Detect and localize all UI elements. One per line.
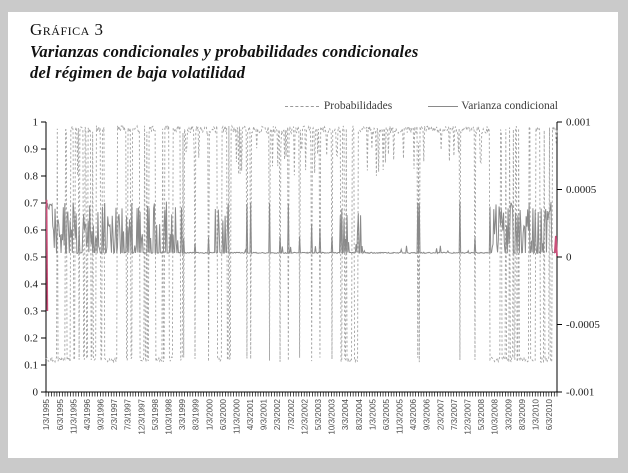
varianza-condicional-line: [46, 202, 557, 254]
x-tick-label: 11/3/2005: [395, 399, 405, 434]
x-tick-label: 2/3/2002: [273, 399, 283, 431]
y-left-tick-label: 0.5: [24, 251, 38, 264]
x-tick-label: 8/3/2004: [354, 399, 364, 431]
x-tick-label: 12/3/2007: [463, 399, 473, 435]
x-tick-label: 7/3/1997: [123, 399, 133, 431]
x-tick-label: 8/3/2009: [517, 399, 527, 431]
x-tick-label: 1/3/2000: [205, 399, 215, 431]
y-right-tick-label: 0.0005: [566, 184, 597, 196]
y-axis-left: [24, 117, 46, 399]
figure-title-line1: Varianzas condicionales y probabilidades condicionales: [30, 42, 419, 61]
x-tick-label: 1/3/2010: [531, 399, 541, 431]
x-tick-label: 3/3/1999: [178, 399, 188, 431]
x-tick-label: 6/3/2010: [545, 399, 555, 431]
x-tick-label: 3/3/2004: [341, 399, 351, 431]
x-tick-label: 5/3/2003: [314, 399, 324, 431]
y-left-tick-label: 0.7: [24, 197, 38, 210]
x-tick-label: 1/3/2005: [368, 399, 378, 431]
y-right-tick-label: 0: [566, 251, 572, 264]
y-left-tick-label: 0.1: [24, 359, 38, 372]
y-left-tick-label: 0.3: [24, 305, 38, 318]
x-tick-label: 1/3/1995: [42, 399, 52, 431]
x-tick-label: 6/3/1995: [55, 399, 65, 431]
x-tick-label: 8/3/1999: [191, 399, 201, 431]
x-tick-label: 5/3/2008: [477, 399, 487, 431]
x-axis: [42, 392, 557, 435]
x-tick-label: 11/3/1995: [69, 399, 79, 434]
x-tick-label: 11/3/2000: [232, 399, 242, 434]
y-left-tick-label: 0: [32, 386, 38, 399]
axes: [46, 122, 557, 392]
y-right-tick-label: -0.001: [566, 386, 595, 399]
legend-label-varianza: Varianza condicional: [461, 100, 558, 112]
y-left-tick-label: 0.2: [24, 332, 38, 345]
x-tick-label: 10/3/2008: [490, 399, 500, 435]
x-tick-label: 6/3/2000: [218, 399, 228, 431]
x-tick-label: 4/3/2006: [409, 399, 419, 431]
figure-label: Gráfica 3: [30, 20, 104, 39]
series: [46, 126, 557, 363]
x-tick-label: 9/3/1996: [96, 399, 106, 431]
legend-label-probabilidades: Probabilidades: [323, 100, 393, 112]
y-left-tick-label: 1: [32, 116, 38, 129]
x-tick-label: 4/3/1996: [82, 399, 92, 431]
y-left-tick-label: 0.8: [24, 170, 38, 183]
y-left-tick-label: 0.4: [24, 278, 38, 291]
red-start-mark: [47, 200, 48, 311]
y-left-tick-label: 0.6: [24, 224, 38, 237]
x-tick-label: 10/3/1998: [164, 399, 174, 435]
x-tick-label: 12/3/2002: [300, 399, 310, 435]
x-tick-label: 3/3/2009: [504, 399, 514, 431]
x-tick-label: 2/3/2007: [436, 399, 446, 431]
y-right-tick-label: 0.001: [566, 116, 591, 129]
y-axis-right: [557, 117, 600, 399]
x-tick-label: 9/3/2006: [422, 399, 432, 431]
y-left-tick-label: 0.9: [24, 143, 38, 156]
x-tick-label: 5/3/1998: [150, 399, 160, 431]
figure-title-line2: del régimen de baja volatilidad: [30, 63, 246, 82]
x-tick-label: 4/3/2001: [246, 399, 256, 431]
x-tick-label: 10/3/2003: [327, 399, 337, 435]
x-tick-label: 7/3/2007: [449, 399, 459, 431]
x-tick-label: 9/3/2001: [259, 399, 269, 431]
x-tick-label: 2/3/1997: [110, 399, 120, 431]
x-tick-label: 6/3/2005: [381, 399, 391, 431]
x-tick-label: 7/3/2002: [286, 399, 296, 431]
y-right-tick-label: -0.0005: [566, 319, 600, 331]
x-tick-label: 12/3/1997: [137, 399, 147, 435]
